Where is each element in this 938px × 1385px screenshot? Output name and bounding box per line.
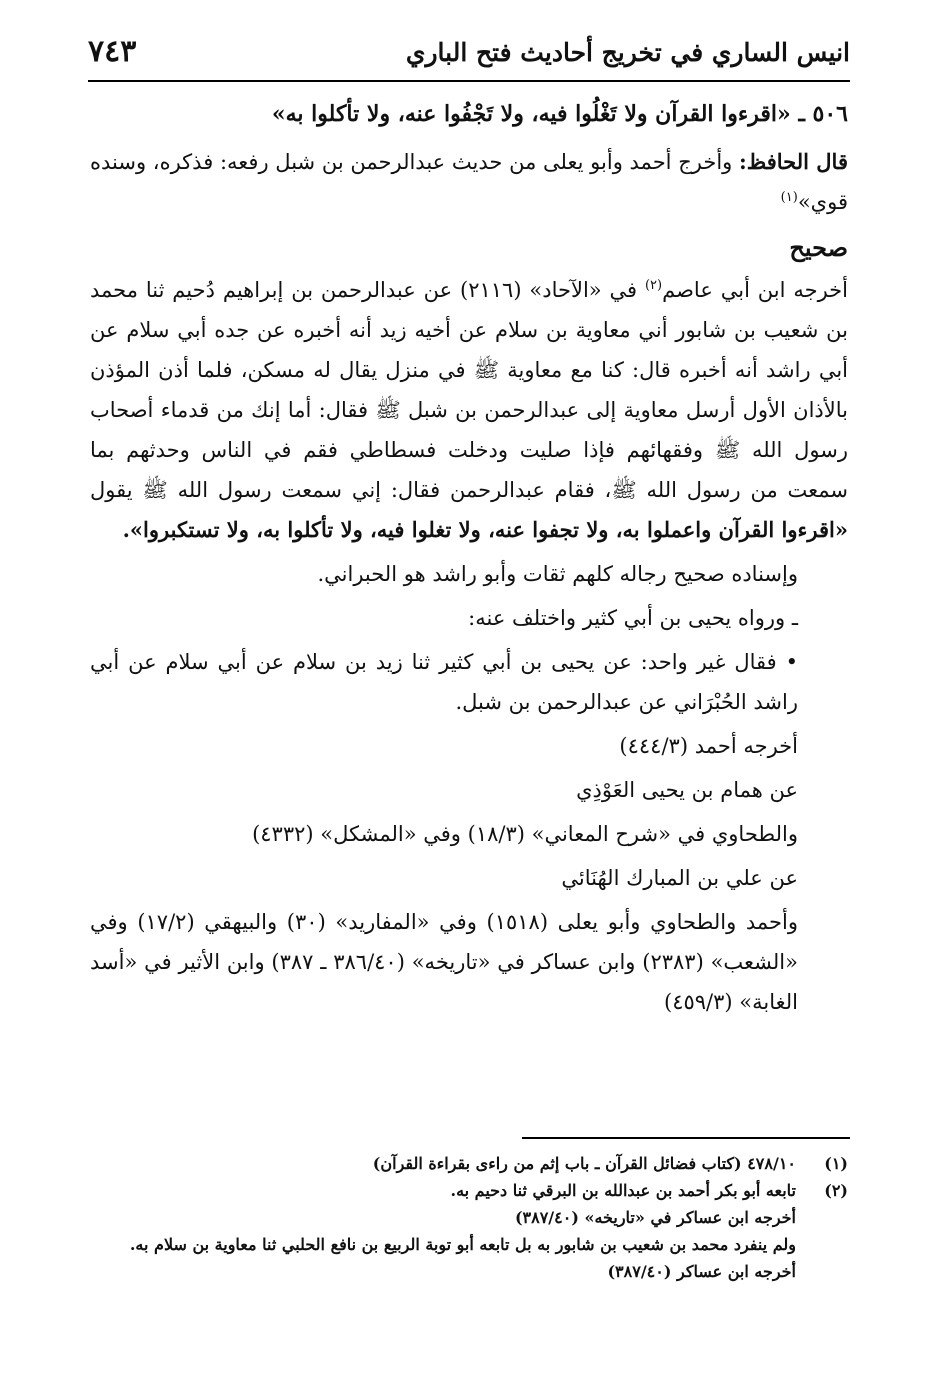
line-1: أخرجه أحمد (٤٤٤/٣) [619, 734, 798, 758]
footnote-1 [90, 1150, 848, 1177]
yahya-paragraph: ـ ورواه يحيى بن أبي كثير واختلف عنه: [468, 606, 798, 630]
footnote-ref-2[interactable]: (٢) [644, 278, 663, 293]
final-paragraph: وأحمد والطحاوي وأبو يعلى (١٥١٨) وفي «المفاريد» (٣٠) والبيهقي (١٧/٢) وفي «الشعب» (٢٣٨٣) وابن عساكر في «تاريخه» (٣٨٦/٤٠ ـ ٣٨٧) وابن الأثير في «أسد الغابة» (٤٥٩/٣) [90, 910, 798, 1014]
footnote-number: (٢) [824, 1181, 848, 1200]
hafidh-label: قال الحافظ: [739, 149, 848, 174]
footnote-2-line: ولم ينفرد محمد بن شعيب بن شابور به بل تابعه أبو توبة الربيع بن نافع الحلبي ثنا معاوية بن سلام به. [129, 1235, 796, 1254]
bullet-paragraph: • فقال غير واحد: عن يحيى بن أبي كثير ثنا زيد بن سلام عن أبي سلام عن أبي راشد الحُبْرَاني عن عبدالرحمن بن شبل. [90, 650, 798, 714]
hafidh-paragraph [90, 142, 848, 222]
line-4: عن علي بن المبارك الهُنَائي [561, 866, 798, 890]
footnote-text: تابعه أبو بكر أحمد بن عبدالله بن البرقي ثنا دحيم به. [450, 1181, 796, 1200]
footnote-ref-1[interactable]: (١) [780, 190, 798, 205]
hafidh-text: وأخرج أحمد وأبو يعلى من حديث عبدالرحمن بن شبل رفعه: فذكره، وسنده قوي» [90, 150, 848, 214]
grade-heading: صحيح [789, 233, 848, 262]
main-text [90, 94, 848, 1026]
takhrij-paragraph [90, 270, 848, 550]
page-header [88, 34, 850, 78]
footnote-text: ٤٧٨/١٠ (كتاب فضائل القرآن ـ باب إثم من راءى بقراءة القرآن) [372, 1154, 796, 1173]
footnote-divider [522, 1137, 850, 1139]
takhrij-part2: في «الآحاد» (٢١١٦) عن عبدالرحمن بن إبراهيم دُحيم ثنا محمد بن شعيب بن شابور أني معاوية بن سلام عن أخيه زيد أنه أخبره عن جده أبي سلام عن أبي راشد أنه أخبره قال: كنا مع معاوية ﷺ في منزل يقال له مسكن، فلما أذن المؤذن بالأذان الأول أرسل معاوية إلى عبدالرحمن بن شبل ﷺ فقال: أما إنك من قدماء أصحاب رسول الله ﷺ وفقهائهم فإذا صليت ودخلت فسطاطي فقم في الناس وحدثهم بما سمعت من رسول الله ﷺ، فقام عبدالرحمن فقال: إني سمعت رسول الله ﷺ يقول [90, 278, 848, 502]
footnote-2-line: أخرجه ابن عساكر في «تاريخه» (٣٨٧/٤٠) [514, 1208, 796, 1227]
footnote-number: (١) [824, 1154, 848, 1173]
takhrij-part1: أخرجه ابن أبي عاصم [662, 278, 848, 302]
footnotes [90, 1150, 848, 1285]
line-3: والطحاوي في «شرح المعاني» (١٨/٣) وفي «المشكل» (٤٣٣٢) [252, 822, 798, 846]
footnote-2 [90, 1177, 848, 1204]
hadith-text: ٥٠٦ ـ «اقرءوا القرآن ولا تَغْلُوا فيه، ولا تَجْفُوا عنه، ولا تأكلوا به» [271, 101, 848, 127]
header-divider [88, 80, 850, 82]
line-2: عن همام بن يحيى العَوْذِي [576, 778, 798, 802]
footnote-2-line: أخرجه ابن عساكر (٣٨٧/٤٠) [607, 1262, 796, 1281]
page-number: ٧٤٣ [88, 34, 137, 69]
hadith-quote: «اقرءوا القرآن واعملوا به، ولا تجفوا عنه، ولا تغلوا فيه، ولا تأكلوا به، ولا تستكبروا». [122, 517, 848, 542]
isnad-paragraph: وإسناده صحيح رجاله كلهم ثقات وأبو راشد هو الحبراني. [317, 562, 798, 586]
running-title: انيس الساري في تخريج أحاديث فتح الباري [405, 38, 850, 67]
